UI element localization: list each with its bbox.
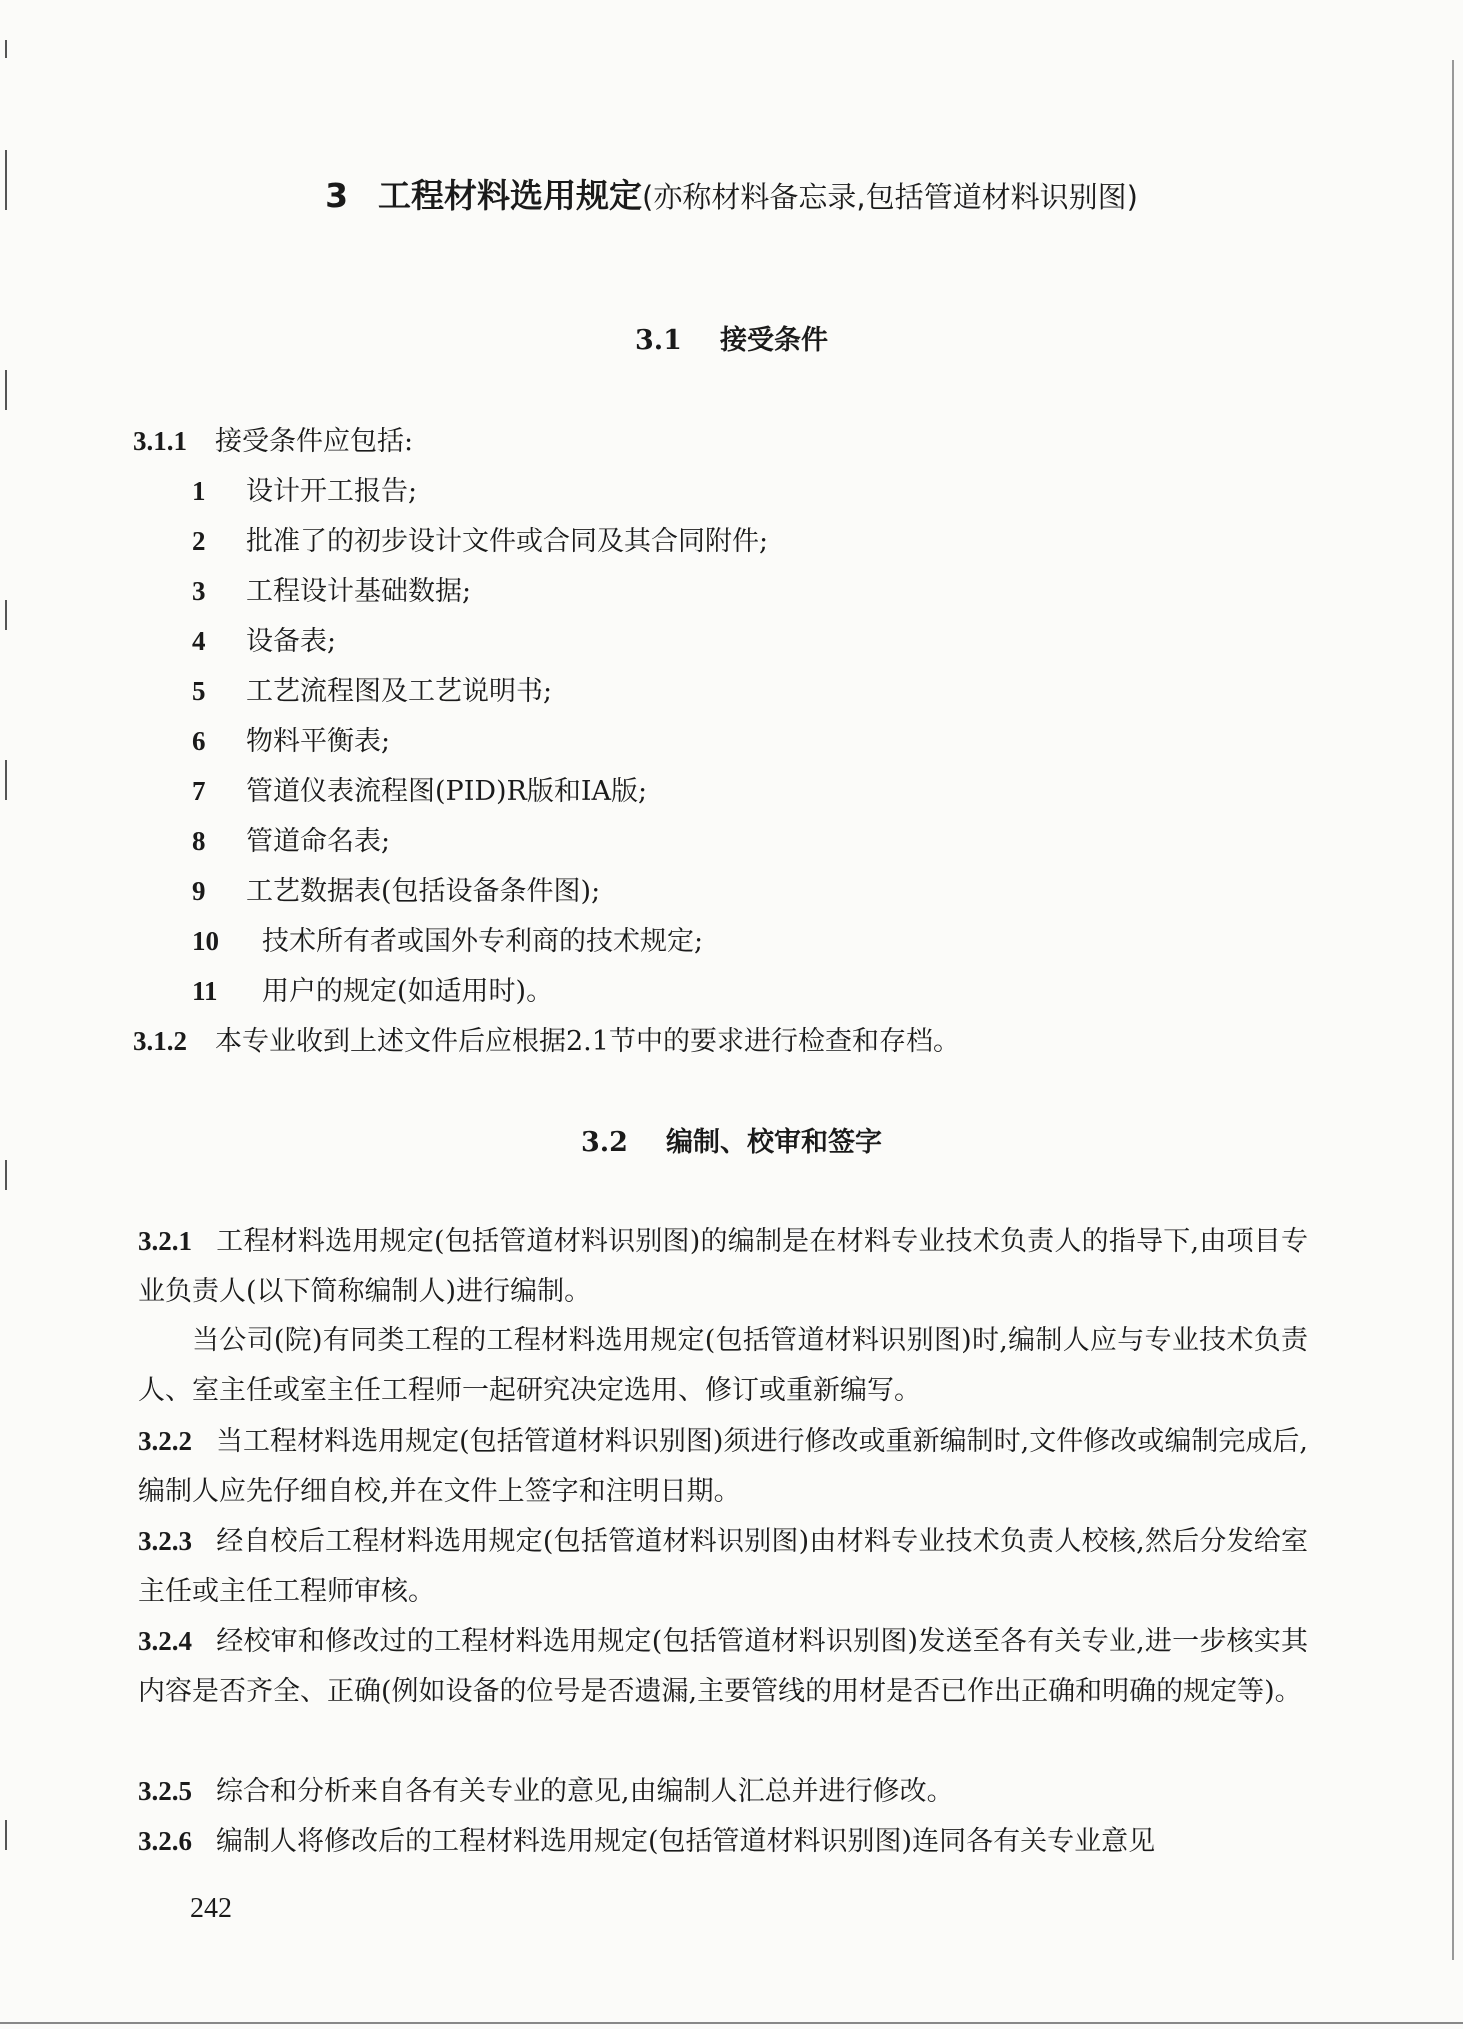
clause-3-2-2 [138, 1416, 1308, 1517]
list-item: 1 设计开工报告; [192, 476, 418, 507]
list-item: 10 技术所有者或国外专利商的技术规定; [192, 926, 704, 957]
section-heading-3-2 [0, 1120, 1463, 1159]
clause-text: 工程材料选用规定(包括管道材料识别图)的编制是在材料专业技术负责人的指导下,由项目专业负责人(以下简称编制人)进行编制。 [138, 1226, 1308, 1307]
clause-number: 3.2.2 [138, 1426, 192, 1456]
clause-text: 接受条件应包括: [215, 426, 414, 457]
scan-margin-mark [5, 760, 7, 800]
scan-margin-mark [5, 370, 7, 410]
list-item: 3 工程设计基础数据; [192, 576, 472, 607]
chapter-subtitle: (亦称材料备忘录,包括管道材料识别图) [642, 180, 1138, 214]
clause-text: 经自校后工程材料选用规定(包括管道材料识别图)由材料专业技术负责人校核,然后分发给室主任或主任工程师审核。 [138, 1526, 1308, 1607]
clause-number: 3.2.3 [138, 1526, 192, 1556]
clause-text: 综合和分析来自各有关专业的意见,由编制人汇总并进行修改。 [216, 1776, 954, 1807]
list-item: 2 批准了的初步设计文件或合同及其合同附件; [192, 526, 769, 557]
section-title: 编制、校审和签字 [665, 1127, 882, 1158]
list-item: 4 设备表; [192, 626, 337, 657]
list-item: 5 工艺流程图及工艺说明书; [192, 676, 553, 707]
clause-text: 经校审和修改过的工程材料选用规定(包括管道材料识别图)发送至各有关专业,进一步核实其内容是否齐全、正确(例如设备的位号是否遗漏,主要管线的用材是否已作出正确和明确的规定等)。 [138, 1626, 1308, 1707]
clause-3-1-1 [133, 424, 413, 459]
clause-text: 本专业收到上述文件后应根据2.1节中的要求进行检查和存档。 [215, 1026, 960, 1057]
section-heading-3-1 [0, 318, 1463, 357]
list-item: 6 物料平衡表; [192, 726, 391, 757]
clause-number: 3.2.5 [138, 1776, 192, 1806]
scan-margin-mark [5, 1820, 7, 1850]
clause-3-2-5 [138, 1766, 1308, 1817]
clause-number: 3.2.1 [138, 1226, 192, 1256]
scan-margin-mark [5, 600, 7, 630]
chapter-title-text: 工程材料选用规定 [378, 176, 643, 215]
clause-3-2-6 [138, 1816, 1308, 1867]
list-item: 11 用户的规定(如适用时)。 [192, 976, 554, 1007]
clause-number: 3.2.4 [138, 1626, 192, 1656]
clause-3-1-2 [133, 1024, 960, 1059]
clause-3-2-1-paragraph-2: 当公司(院)有同类工程的工程材料选用规定(包括管道材料识别图)时,编制人应与专业技术负责人、室主任或室主任工程师一起研究决定选用、修订或重新编写。 [138, 1325, 1308, 1406]
scan-bottom-edge [0, 2022, 1463, 2024]
section-number: 3.2 [581, 1127, 628, 1158]
section-title: 接受条件 [719, 325, 828, 356]
clause-3-2-1 [138, 1216, 1308, 1317]
clause-text: 编制人将修改后的工程材料选用规定(包括管道材料识别图)连同各有关专业意见 [216, 1826, 1156, 1857]
scan-margin-mark [5, 1160, 7, 1190]
list-item: 9 工艺数据表(包括设备条件图); [192, 876, 601, 907]
chapter-title [0, 170, 1463, 217]
clause-number: 3.1.1 [133, 426, 187, 456]
scan-margin-mark [5, 40, 7, 58]
clause-number: 3.2.6 [138, 1826, 192, 1856]
clause-text: 当工程材料选用规定(包括管道材料识别图)须进行修改或重新编制时,文件修改或编制完成后,编制人应先仔细自校,并在文件上签字和注明日期。 [138, 1426, 1308, 1507]
section-number: 3.1 [635, 325, 682, 356]
clause-3-2-4 [138, 1616, 1308, 1717]
clause-3-2-3 [138, 1516, 1308, 1617]
list-item: 8 管道命名表; [192, 826, 391, 857]
chapter-number: 3 [325, 176, 349, 215]
clause-number: 3.1.2 [133, 1026, 187, 1056]
list-item: 7 管道仪表流程图(PID)R版和IA版; [192, 776, 648, 807]
page-number: 242 [190, 1893, 232, 1924]
